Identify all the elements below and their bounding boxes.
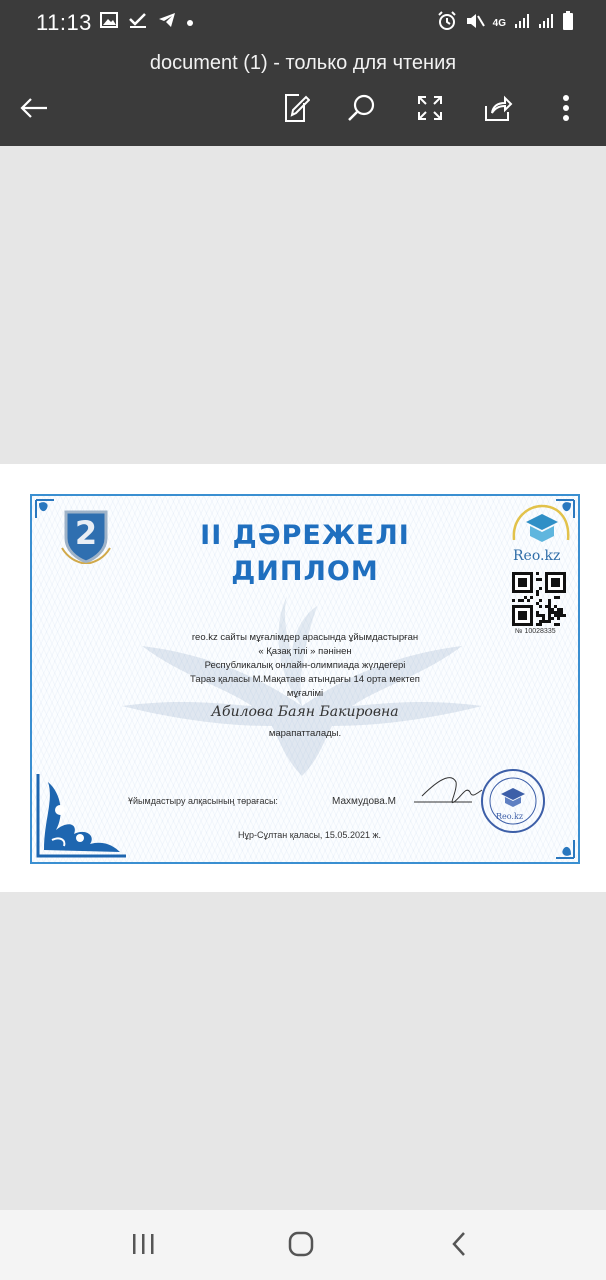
diploma-line-4: Тараз қаласы М.Мақатаев атындағы 14 орта мектеп: [190, 674, 420, 685]
badge-number: 2: [74, 514, 98, 552]
status-time: 11:13: [36, 10, 92, 35]
place-date: Нұр-Сұлтан қаласы, 15.05.2021 ж.: [238, 830, 381, 840]
document-viewer[interactable]: [0, 146, 606, 1210]
telegram-icon: [158, 12, 176, 33]
search-icon: [347, 93, 377, 128]
stamp-text: Reo.kz: [496, 812, 524, 821]
more-vert-icon: [562, 94, 570, 127]
signal-icon: [514, 13, 530, 34]
qr-code[interactable]: [512, 572, 566, 626]
recent-apps-icon: [131, 1233, 155, 1260]
chevron-left-icon: [451, 1231, 467, 1262]
notification-icons: [100, 12, 194, 33]
home-icon: [288, 1231, 314, 1262]
diploma-line-2: « Қазақ тілі » пәнінен: [258, 646, 352, 657]
back-button[interactable]: [14, 90, 54, 130]
battery-icon: [562, 11, 574, 36]
recent-apps-button[interactable]: [121, 1224, 165, 1268]
awarded-text: марапатталады.: [268, 728, 342, 739]
diploma-line-3: Республикалық онлайн-олимпиада жүлдегері: [204, 660, 406, 671]
stamp-icon: [480, 768, 546, 834]
home-button[interactable]: [279, 1224, 323, 1268]
reo-logo-icon: [508, 504, 572, 546]
diploma-line-1: reo.kz сайты мұғалімдер арасында ұйымдастырған: [191, 632, 419, 643]
corner-ornament-icon: [34, 498, 56, 520]
expand-icon: [416, 94, 444, 127]
alarm-icon: [437, 11, 457, 36]
kazakh-ornament-icon: [34, 770, 130, 860]
diploma-title: ДИПЛОМ: [231, 556, 379, 587]
chair-name: Махмудова.М: [332, 796, 396, 807]
document-page[interactable]: [0, 464, 606, 892]
system-icons: [437, 11, 574, 36]
share-button[interactable]: [478, 90, 518, 130]
check-icon: [128, 12, 148, 33]
certificate-number: № 10028335: [515, 628, 556, 635]
more-options-button[interactable]: [546, 90, 586, 130]
diploma-line-5: мұғалімі: [286, 688, 324, 699]
share-icon: [483, 94, 513, 127]
search-button[interactable]: [342, 90, 382, 130]
diploma-title-degree: II ДӘРЕЖЕЛІ: [200, 520, 410, 551]
network-type: 4G: [492, 17, 506, 29]
corner-ornament-icon: [554, 838, 576, 860]
app-bar: [0, 46, 606, 146]
chair-label: Ұйымдастыру алқасының төрағасы:: [128, 796, 278, 806]
status-bar: [0, 0, 606, 46]
back-nav-button[interactable]: [437, 1224, 481, 1268]
dove-watermark: [102, 586, 502, 786]
edit-button[interactable]: [276, 90, 316, 130]
recipient-name: Абилова Баян Бакировна: [211, 704, 399, 720]
fullscreen-button[interactable]: [410, 90, 450, 130]
navigation-bar: [0, 1210, 606, 1280]
diploma: [30, 494, 580, 864]
mute-icon: [465, 11, 485, 36]
arrow-left-icon: [19, 96, 49, 125]
dot-icon: [186, 14, 194, 32]
edit-icon: [282, 93, 310, 128]
document-title: document (1) - только для чтения: [149, 52, 457, 74]
reo-logo-text: Reo.kz: [513, 548, 561, 564]
signal-icon-2: [538, 13, 554, 34]
gallery-icon: [100, 12, 118, 33]
